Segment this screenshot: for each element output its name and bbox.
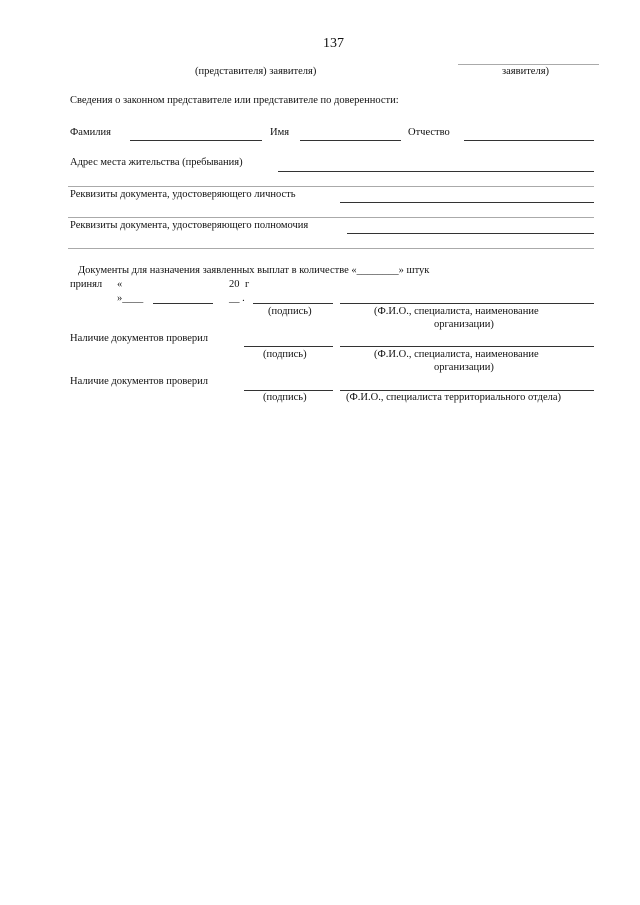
authority-document-label: Реквизиты документа, удостоверяющего полномочия [70,220,309,231]
check1-fio-caption-org: организации) [434,362,494,373]
rep-applicant-caption: (представителя) заявителя) [195,66,317,77]
accepted-label: принял [70,279,103,290]
date-month-field[interactable] [153,303,213,304]
address-field-continuation[interactable] [68,186,594,187]
id-document-label: Реквизиты документа, удостоверяющего личность [70,189,296,200]
accepted-fio-caption: (Ф.И.О., специалиста, наименование [374,306,539,317]
accepted-fio-field[interactable] [340,303,594,304]
authority-document-field-continuation[interactable] [68,248,594,249]
date-quote-open: « [117,279,123,290]
accepted-signature-caption: (подпись) [268,306,312,317]
name-label: Имя [270,127,290,138]
documents-count-text: Документы для назначения заявленных выплат в количестве «________» штук [78,265,430,276]
patronymic-field[interactable] [464,140,594,141]
applicant-caption: заявителя) [502,66,550,77]
id-document-field[interactable] [340,202,594,203]
check2-label: Наличие документов проверил [70,376,209,387]
check2-signature-field[interactable] [244,390,333,391]
check1-fio-caption: (Ф.И.О., специалиста, наименование [374,349,539,360]
name-field[interactable] [300,140,401,141]
date-year-line: __ . [229,293,245,304]
date-year-prefix: 20 [229,279,240,290]
top-signature-line [458,64,599,65]
surname-label: Фамилия [70,127,111,138]
check1-fio-field[interactable] [340,346,594,347]
date-day-line: »____ [117,293,144,304]
address-label: Адрес места жительства (пребывания) [70,157,243,168]
check1-label: Наличие документов проверил [70,333,209,344]
representative-heading: Сведения о законном представителе или представителе по доверенности: [70,95,399,106]
authority-document-field[interactable] [347,233,594,234]
surname-field[interactable] [130,140,262,141]
address-field[interactable] [278,171,594,172]
patronymic-label: Отчество [408,127,450,138]
check1-signature-caption: (подпись) [263,349,307,360]
accepted-signature-field[interactable] [253,303,333,304]
page-number: 137 [323,36,344,51]
check2-fio-caption: (Ф.И.О., специалиста территориального отдела) [346,392,562,403]
date-year-suffix: г [245,279,250,290]
check1-signature-field[interactable] [244,346,333,347]
accepted-fio-caption-org: организации) [434,319,494,330]
check2-fio-field[interactable] [340,390,594,391]
id-document-field-continuation[interactable] [68,217,594,218]
check2-signature-caption: (подпись) [263,392,307,403]
